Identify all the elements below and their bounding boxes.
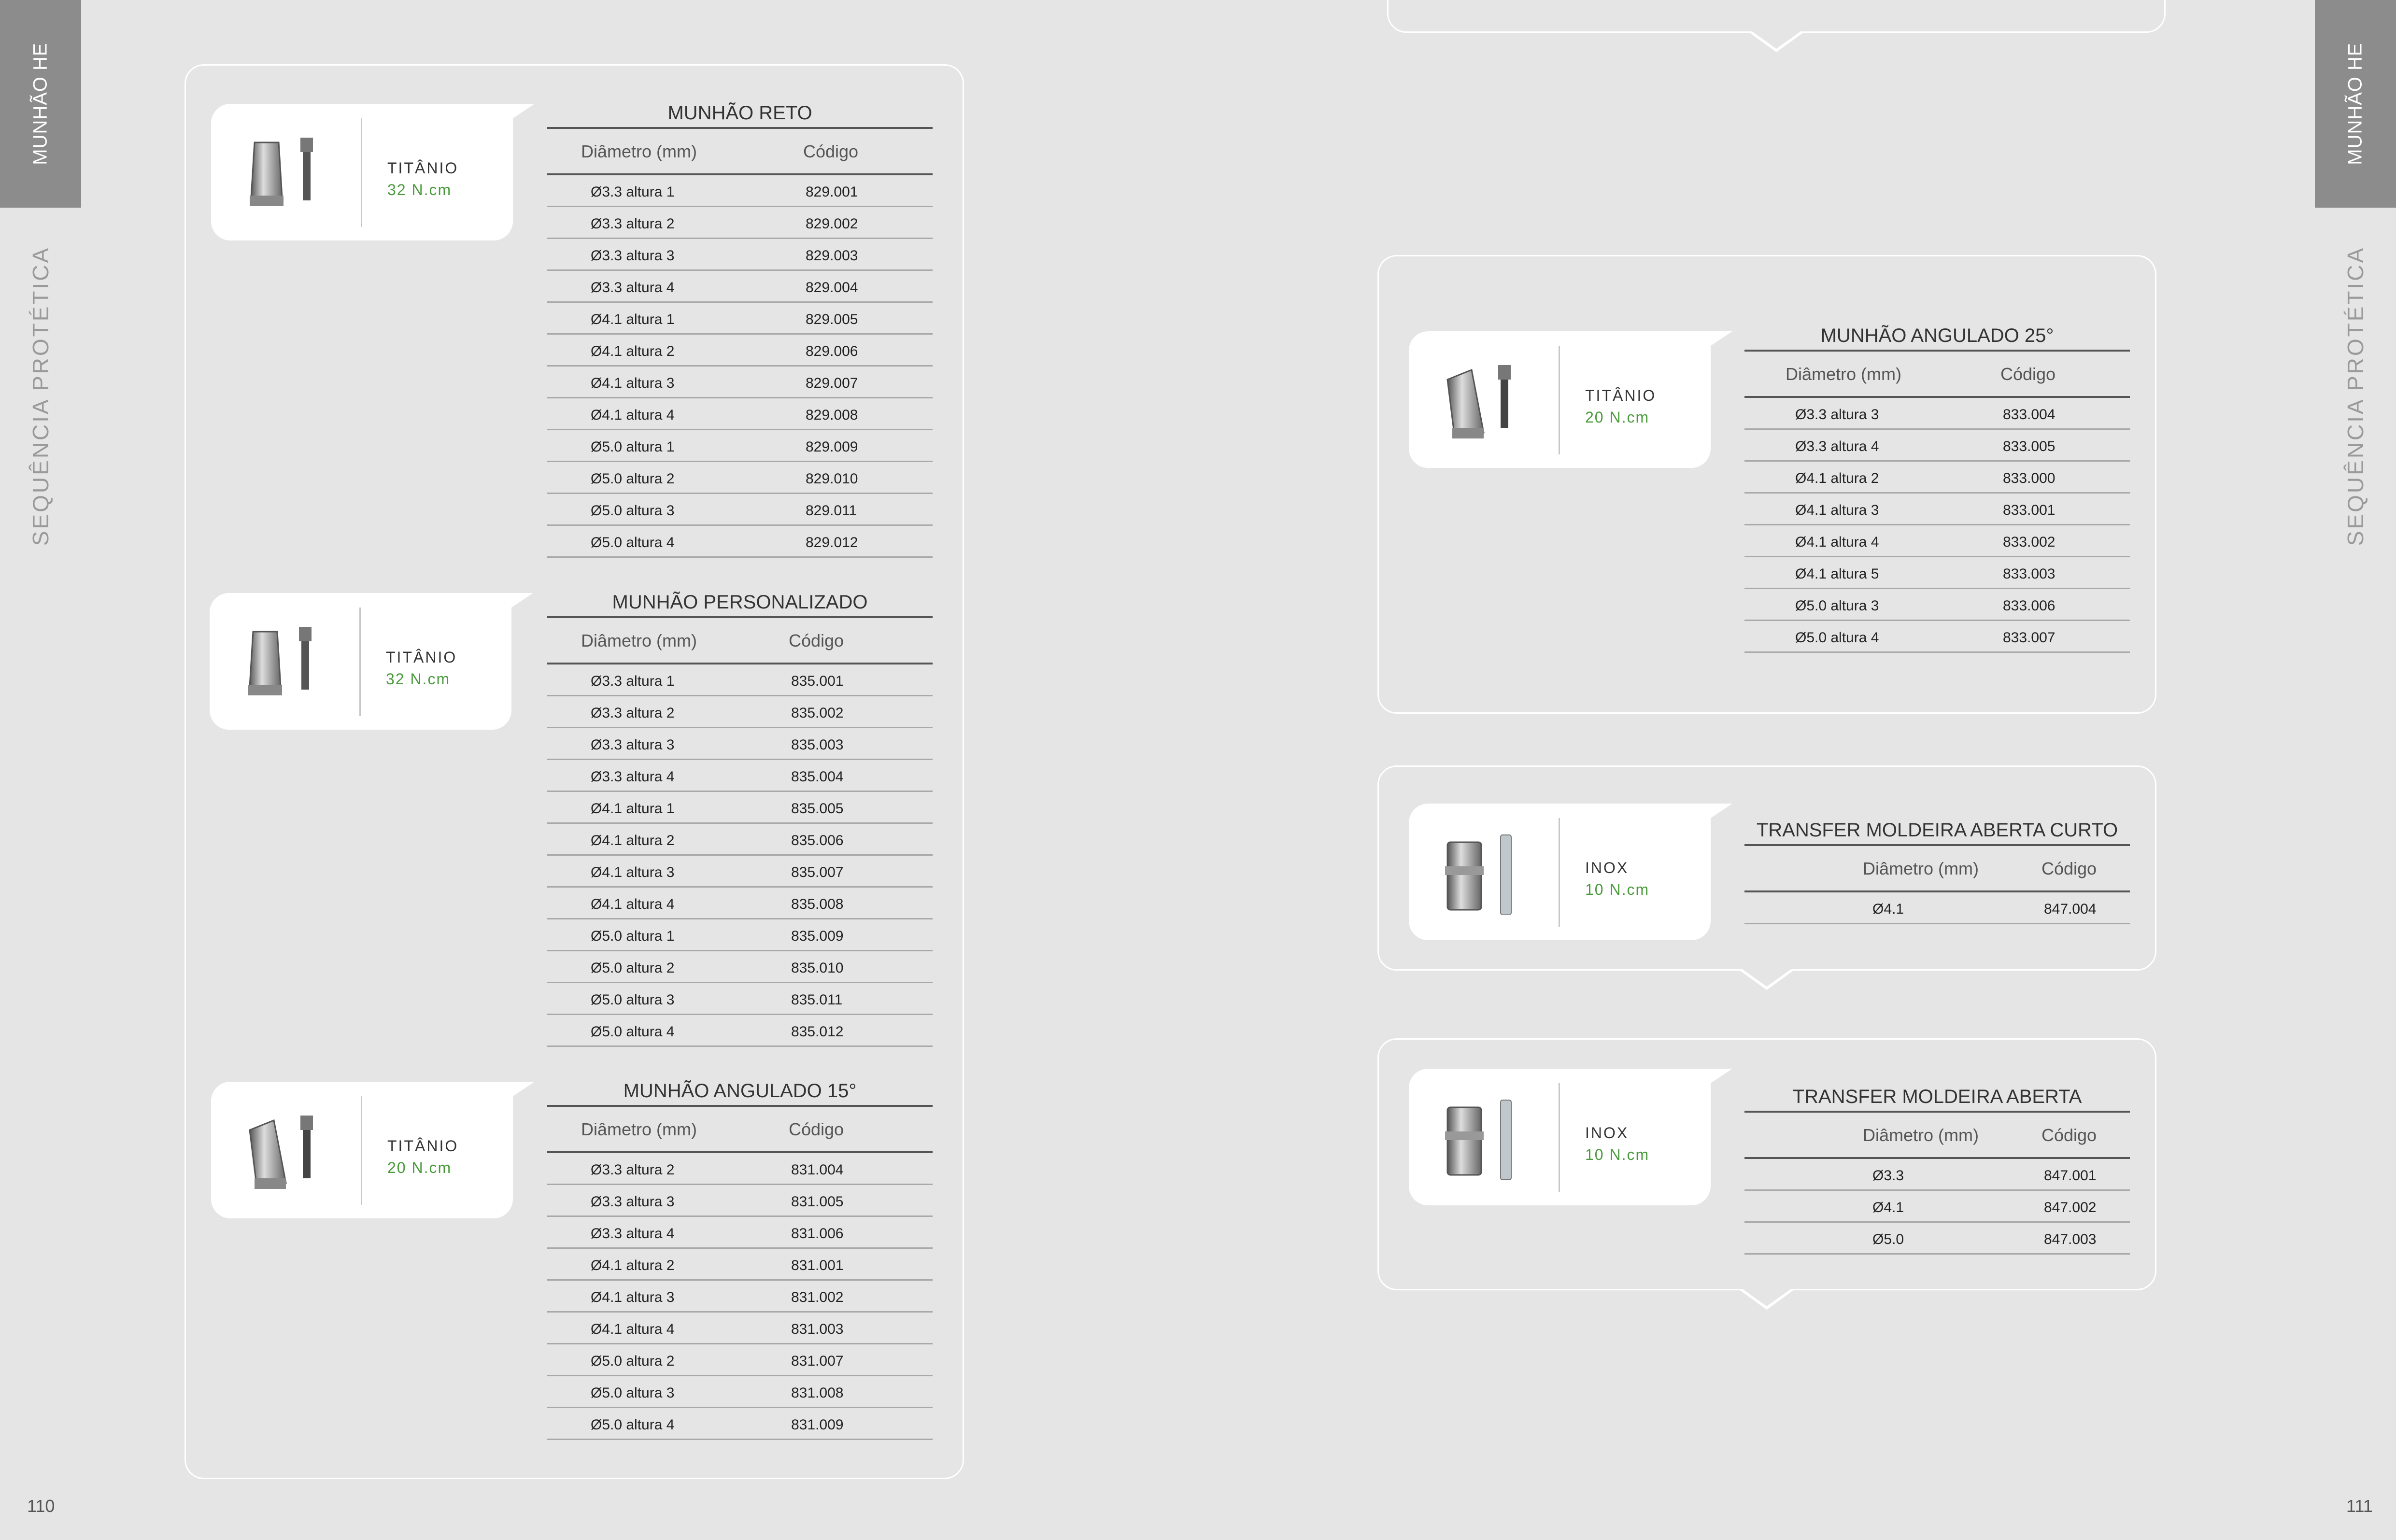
left-tab-label: MUNHÃO HE: [29, 42, 51, 165]
cell-codigo: 847.003: [2044, 1231, 2097, 1247]
card-notch: [513, 104, 535, 118]
cell-diametro: Ø3.3 altura 4: [591, 280, 675, 296]
table-row: [547, 1217, 933, 1249]
cell-diametro: Ø5.0 altura 1: [591, 439, 675, 455]
header-diametro: Diâmetro (mm): [581, 141, 697, 161]
header-diametro: Diâmetro (mm): [581, 1119, 697, 1139]
cell-codigo: 833.003: [2003, 566, 2056, 582]
left-side-tab: [0, 0, 81, 208]
table-row: [547, 1313, 933, 1344]
material-label: TITÂNIO: [387, 159, 459, 177]
product-image: [239, 622, 335, 704]
cell-codigo: 831.007: [791, 1353, 844, 1369]
table-header: [547, 1107, 933, 1151]
torque-label: 10 N.cm: [1585, 1146, 1650, 1163]
cell-diametro: Ø5.0 altura 2: [591, 471, 675, 487]
cell-codigo: 833.007: [2003, 630, 2056, 646]
cell-diametro: Ø4.1 altura 4: [591, 407, 675, 423]
card-notch: [1711, 1069, 1732, 1083]
header-diametro: Diâmetro (mm): [1786, 364, 1901, 384]
cell-codigo: 833.005: [2003, 438, 2056, 454]
cell-diametro: Ø5.0 altura 3: [591, 1385, 675, 1401]
table-row: [547, 335, 933, 367]
top-partial-panel: [1387, 0, 2166, 33]
cell-diametro: Ø5.0 altura 3: [591, 992, 675, 1008]
table-row: [1744, 892, 2130, 924]
cell-codigo: 831.005: [791, 1194, 844, 1210]
cell-diametro: Ø3.3: [1872, 1168, 1904, 1184]
cell-diametro: Ø5.0 altura 3: [1795, 598, 1879, 614]
cell-diametro: Ø5.0: [1872, 1231, 1904, 1247]
cell-diametro: Ø3.3 altura 2: [591, 216, 675, 232]
header-diametro: Diâmetro (mm): [1863, 1125, 1979, 1145]
table-row: [547, 888, 933, 919]
cell-diametro: Ø4.1 altura 4: [591, 896, 675, 912]
card-notch: [511, 593, 533, 608]
material-label: TITÂNIO: [386, 649, 457, 666]
cell-diametro: Ø4.1: [1872, 1200, 1904, 1215]
cell-codigo: 829.006: [806, 343, 858, 359]
cell-diametro: Ø4.1 altura 4: [591, 1321, 675, 1337]
material-label: INOX: [1585, 859, 1629, 876]
right-side-tab: [2315, 0, 2396, 208]
table-row: [547, 303, 933, 335]
cell-codigo: 831.002: [791, 1289, 844, 1305]
cell-diametro: Ø4.1 altura 3: [591, 375, 675, 391]
cell-diametro: Ø3.3 altura 3: [591, 248, 675, 264]
table-row: [1744, 621, 2130, 653]
cell-diametro: Ø4.1 altura 1: [591, 311, 675, 327]
product-image: [1438, 833, 1534, 915]
cell-diametro: Ø4.1 altura 3: [591, 1289, 675, 1305]
cell-codigo: 835.007: [791, 864, 844, 880]
table-row: [547, 526, 933, 558]
cell-codigo: 847.002: [2044, 1200, 2097, 1215]
table-row: [1744, 430, 2130, 462]
cell-codigo: 829.009: [806, 439, 858, 455]
table-row: [547, 728, 933, 760]
cell-diametro: Ø4.1 altura 2: [1795, 470, 1879, 486]
cell-diametro: Ø4.1 altura 1: [591, 801, 675, 817]
product-table: [1744, 322, 2130, 653]
table-header: [1744, 352, 2130, 396]
product-image: [1438, 360, 1534, 442]
torque-label: 20 N.cm: [387, 1159, 452, 1176]
table-row: [1744, 1159, 2130, 1191]
cell-codigo: 835.002: [791, 705, 844, 721]
table-row: [547, 207, 933, 239]
cell-codigo: 829.012: [806, 535, 858, 551]
table-row: [547, 664, 933, 696]
cell-codigo: 831.009: [791, 1417, 844, 1433]
cell-codigo: 831.001: [791, 1257, 844, 1273]
table-row: [547, 792, 933, 824]
cell-diametro: Ø3.3 altura 3: [591, 1194, 675, 1210]
product-table: [547, 588, 933, 1047]
cell-diametro: Ø4.1 altura 2: [591, 833, 675, 848]
cell-diametro: Ø5.0 altura 2: [591, 1353, 675, 1369]
product-card: [211, 104, 513, 240]
cell-codigo: 833.002: [2003, 534, 2056, 550]
product-image: [1438, 1098, 1534, 1180]
product-title: MUNHÃO PERSONALIZADO: [612, 592, 868, 613]
table-row: [547, 239, 933, 271]
cell-diametro: Ø4.1 altura 2: [591, 1257, 675, 1273]
card-divider: [361, 118, 362, 227]
product-card: [1409, 331, 1711, 468]
header-codigo: Código: [789, 1119, 844, 1139]
table-row: [547, 1376, 933, 1408]
cell-codigo: 835.004: [791, 769, 844, 785]
material-label: TITÂNIO: [1585, 387, 1657, 404]
cell-codigo: 829.011: [806, 503, 857, 519]
cell-diametro: Ø4.1 altura 3: [591, 864, 675, 880]
table-row: [1744, 462, 2130, 494]
cell-codigo: 847.004: [2044, 901, 2097, 917]
product-image: [240, 133, 337, 215]
left-section-label: SEQUÊNCIA PROTÉTICA: [28, 246, 53, 546]
product-title: TRANSFER MOLDEIRA ABERTA CURTO: [1756, 819, 2118, 841]
card-divider: [1559, 346, 1560, 454]
cell-codigo: 835.005: [791, 801, 844, 817]
table-row: [547, 1015, 933, 1047]
cell-codigo: 835.010: [791, 960, 844, 976]
material-label: INOX: [1585, 1124, 1629, 1142]
table-row: [1744, 1191, 2130, 1223]
table-row: [1744, 398, 2130, 430]
right-tab-label: MUNHÃO HE: [2344, 42, 2366, 165]
cell-codigo: 831.006: [791, 1226, 844, 1242]
product-title: MUNHÃO ANGULADO 25°: [1820, 325, 2054, 346]
cell-diametro: Ø3.3 altura 3: [591, 737, 675, 753]
table-header: [1744, 1113, 2130, 1157]
cell-diametro: Ø3.3 altura 2: [591, 1162, 675, 1178]
table-row: [1744, 525, 2130, 557]
product-title: TRANSFER MOLDEIRA ABERTA: [1792, 1086, 2082, 1107]
cell-codigo: 829.010: [806, 471, 858, 487]
table-row: [1744, 589, 2130, 621]
table-row: [547, 494, 933, 526]
card-notch: [1711, 331, 1732, 346]
table-row: [547, 430, 933, 462]
table-row: [547, 1249, 933, 1281]
product-card: [210, 593, 511, 730]
cell-diametro: Ø3.3 altura 1: [591, 184, 675, 200]
header-codigo: Código: [803, 141, 859, 161]
cell-codigo: 835.011: [791, 992, 843, 1008]
page-number-left: 110: [27, 1496, 55, 1516]
table-row: [547, 919, 933, 951]
card-divider: [1559, 1083, 1560, 1192]
card-divider: [1559, 818, 1560, 927]
table-row: [547, 271, 933, 303]
cell-codigo: 835.009: [791, 928, 844, 944]
table-row: [547, 1185, 933, 1217]
product-table: [1744, 816, 2130, 924]
cell-codigo: 829.002: [806, 216, 858, 232]
cell-codigo: 829.004: [806, 280, 858, 296]
cell-codigo: 833.004: [2003, 407, 2056, 423]
cell-codigo: 847.001: [2044, 1168, 2097, 1184]
cell-diametro: Ø3.3 altura 2: [591, 705, 675, 721]
table-row: [547, 983, 933, 1015]
cell-codigo: 829.003: [806, 248, 858, 264]
cell-codigo: 835.012: [791, 1024, 844, 1040]
cell-diametro: Ø5.0 altura 1: [591, 928, 675, 944]
right-section-label: SEQUÊNCIA PROTÉTICA: [2343, 246, 2368, 546]
cell-diametro: Ø5.0 altura 3: [591, 503, 675, 519]
table-row: [547, 1281, 933, 1313]
cell-codigo: 829.008: [806, 407, 858, 423]
torque-label: 32 N.cm: [386, 670, 451, 688]
header-codigo: Código: [2000, 364, 2056, 384]
cell-codigo: 831.008: [791, 1385, 844, 1401]
cell-diametro: Ø3.3 altura 1: [591, 673, 675, 689]
table-row: [547, 1153, 933, 1185]
table-row: [547, 367, 933, 398]
product-image: [240, 1111, 337, 1193]
table-header: [1744, 846, 2130, 890]
cell-diametro: Ø4.1 altura 3: [1795, 502, 1879, 518]
cell-codigo: 829.007: [806, 375, 858, 391]
product-title: MUNHÃO ANGULADO 15°: [623, 1080, 857, 1102]
product-card: [211, 1082, 513, 1218]
table-row: [547, 760, 933, 792]
card-notch: [513, 1082, 535, 1096]
cell-diametro: Ø5.0 altura 4: [1795, 630, 1879, 646]
cell-codigo: 833.001: [2003, 502, 2056, 518]
header-diametro: Diâmetro (mm): [581, 631, 697, 650]
table-row: [547, 1344, 933, 1376]
torque-label: 10 N.cm: [1585, 881, 1650, 898]
card-divider: [361, 1096, 362, 1205]
card-divider: [359, 608, 361, 716]
table-header: [547, 129, 933, 173]
table-row: [1744, 1223, 2130, 1255]
cell-diametro: Ø4.1 altura 5: [1795, 566, 1879, 582]
cell-diametro: Ø3.3 altura 4: [591, 1226, 675, 1242]
table-row: [1744, 557, 2130, 589]
material-label: TITÂNIO: [387, 1137, 459, 1155]
torque-label: 20 N.cm: [1585, 409, 1650, 426]
torque-label: 32 N.cm: [387, 181, 452, 198]
product-card: [1409, 1069, 1711, 1205]
table-row: [547, 1408, 933, 1440]
cell-codigo: 833.006: [2003, 598, 2056, 614]
product-title: MUNHÃO RETO: [667, 102, 812, 124]
cell-diametro: Ø3.3 altura 3: [1795, 407, 1879, 423]
cell-codigo: 831.004: [791, 1162, 844, 1178]
table-row: [547, 462, 933, 494]
cell-diametro: Ø3.3 altura 4: [1795, 438, 1879, 454]
table-row: [547, 175, 933, 207]
table-row: [547, 951, 933, 983]
page-number-right: 111: [2346, 1496, 2373, 1516]
cell-diametro: Ø3.3 altura 4: [591, 769, 675, 785]
table-row: [547, 696, 933, 728]
product-card: [1409, 804, 1711, 940]
table-row: [1744, 494, 2130, 525]
cell-diametro: Ø5.0 altura 4: [591, 535, 675, 551]
card-notch: [1711, 804, 1732, 818]
product-table: [547, 1077, 933, 1440]
cell-codigo: 835.003: [791, 737, 844, 753]
product-table: [1744, 1083, 2130, 1255]
table-header: [547, 618, 933, 663]
header-codigo: Código: [2042, 859, 2097, 878]
table-row: [547, 856, 933, 888]
cell-diametro: Ø4.1: [1872, 901, 1904, 917]
cell-codigo: 831.003: [791, 1321, 844, 1337]
product-table: [547, 99, 933, 558]
header-codigo: Código: [2042, 1125, 2097, 1145]
cell-codigo: 835.006: [791, 833, 844, 848]
cell-diametro: Ø4.1 altura 4: [1795, 534, 1879, 550]
cell-diametro: Ø5.0 altura 4: [591, 1024, 675, 1040]
cell-codigo: 835.008: [791, 896, 844, 912]
cell-diametro: Ø4.1 altura 2: [591, 343, 675, 359]
cell-diametro: Ø5.0 altura 4: [591, 1417, 675, 1433]
cell-codigo: 829.005: [806, 311, 858, 327]
cell-diametro: Ø5.0 altura 2: [591, 960, 675, 976]
header-codigo: Código: [789, 631, 844, 650]
table-row: [547, 824, 933, 856]
cell-codigo: 833.000: [2003, 470, 2056, 486]
table-row: [547, 398, 933, 430]
cell-codigo: 829.001: [806, 184, 858, 200]
header-diametro: Diâmetro (mm): [1863, 859, 1979, 878]
cell-codigo: 835.001: [791, 673, 844, 689]
